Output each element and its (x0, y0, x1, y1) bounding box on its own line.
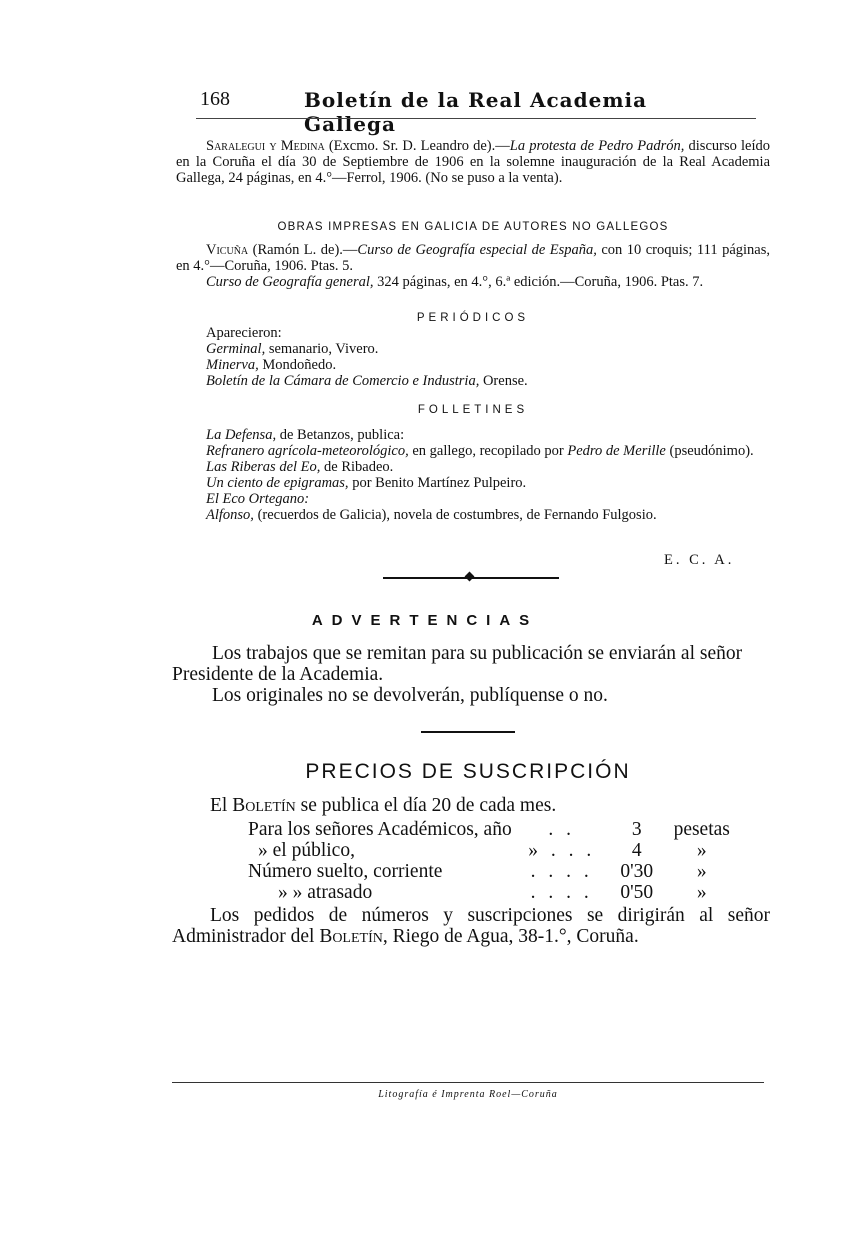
section-heading-folletines: FOLLETINES (417, 404, 529, 416)
bibliography-entry-vicuna (176, 242, 770, 290)
intro-text: se publica el día 20 de cada mes. (295, 795, 557, 816)
table-row (248, 840, 742, 861)
periodicos-list (206, 325, 776, 389)
section-heading-obras: OBRAS IMPRESAS EN GALICIA DE AUTORES NO GALLEGOS (277, 221, 669, 233)
price-label: Para los señores Académicos, año (248, 819, 512, 840)
advertencias-p2: Los originales no se devolverán, publíquense o no. (212, 685, 608, 706)
item-text: por Benito Martínez Pulpeiro. (348, 475, 527, 491)
price-value: 0'30 (620, 861, 654, 882)
list-item (206, 491, 776, 507)
header-rule (196, 118, 756, 119)
price-value: 4 (631, 840, 642, 861)
ornament-diamond (465, 572, 475, 582)
price-value: 3 (631, 819, 642, 840)
item-text: Mondoñedo. (258, 357, 337, 373)
precios-intro (210, 795, 556, 816)
signature: E. C. A. (664, 552, 735, 568)
table-row (248, 861, 742, 882)
orders-paragraph (172, 905, 770, 947)
item-text: en gallego, recopilado por (408, 443, 568, 459)
advertencias-p1: Los trabajos que se remitan para su publicación se enviarán al señor Presidente de la Academia. (172, 643, 743, 685)
list-item (206, 357, 776, 373)
item-text: semanario, Vivero. (265, 341, 379, 357)
bibliography-entry-saralegui (176, 138, 770, 186)
list-item (206, 427, 776, 443)
price-leader: » . . . (528, 840, 596, 861)
list-item (206, 373, 776, 389)
entry-text: con 10 croquis; 111 páginas, en 4.°—Coruña, 1906. Ptas. 5. (176, 242, 770, 274)
item-title: La Defensa, (206, 427, 277, 443)
list-item (206, 507, 776, 523)
item-title: Boletín de la Cámara de Comercio e Industria, (206, 373, 480, 389)
item-title: Minerva, (206, 357, 259, 373)
entry-title: Curso de Geografía especial de España, (357, 242, 597, 258)
price-label: » » atrasado (278, 882, 373, 903)
table-row (248, 819, 742, 840)
journal-title: Boletín de la Real Academia Gallega (304, 88, 648, 136)
orders-journal: Boletín (319, 926, 383, 947)
list-item (206, 475, 776, 491)
item-text: de Ribadeo. (320, 459, 394, 475)
list-item (206, 443, 768, 459)
entry-text: 324 páginas, en 4.°, 6.ª edición.—Coruña, 1906. Ptas. 7. (373, 274, 704, 290)
item-text: Orense. (479, 373, 528, 389)
item-title: El Eco Ortegano: (206, 491, 310, 507)
list-item (206, 459, 776, 475)
advertencias-body (172, 643, 770, 706)
price-value: 0'50 (620, 882, 654, 903)
entry-title: La protesta de Pedro Padrón, (509, 138, 685, 154)
section-heading-periodicos: PERIÓDICOS (416, 312, 530, 324)
entry-author: Vicuña (206, 242, 249, 258)
folletines-list (206, 427, 776, 523)
item-text: de Betanzos, publica: (276, 427, 405, 443)
price-leader: . . (548, 819, 576, 840)
footer-rule (172, 1082, 764, 1083)
list-item (206, 341, 776, 357)
intro-journal: Boletín (232, 795, 296, 816)
ornament-divider (383, 575, 559, 581)
section-rule (421, 731, 515, 733)
item-text: (pseudónimo). (665, 443, 754, 459)
intro-text: El (210, 795, 233, 816)
page-number: 168 (200, 88, 230, 110)
orders-text: , Riego de Agua, 38-1.°, Coruña. (382, 926, 639, 947)
price-unit: » (696, 882, 707, 903)
precios-heading: PRECIOS DE SUSCRIPCIÓN (305, 760, 631, 783)
item-title: Refranero agrícola-meteorológico, (206, 443, 409, 459)
item-author: Pedro de Merille (567, 443, 666, 459)
item-text: (recuerdos de Galicia), novela de costumbres, de Fernando Fulgosio. (253, 507, 657, 523)
entry-author: Saralegui y Medina (206, 138, 325, 154)
running-head (200, 88, 650, 136)
advertencias-heading: ADVERTENCIAS (311, 612, 539, 629)
entry-text: discurso leído en la Coruña el día 30 de Septiembre de 1906 en la solemne inauguración de la Real Academia Gallega, 24 páginas, en 4.°—Ferrol, 1906. (No se puso a la venta). (176, 138, 770, 186)
price-label: Número suelto, corriente (248, 861, 443, 882)
price-unit: pesetas (673, 819, 730, 840)
item-title: Germinal, (206, 341, 266, 357)
entry-author-rest: (Ramón L. de).— (248, 242, 358, 258)
entry-author-rest: (Excmo. Sr. D. Leandro de).— (324, 138, 510, 154)
item-title: Alfonso, (206, 507, 254, 523)
list-intro: Aparecieron: (206, 325, 282, 341)
price-leader: . . . . (530, 861, 593, 882)
item-title: Las Riberas del Eo, (206, 459, 321, 475)
price-table (248, 819, 742, 903)
entry-title: Curso de Geografía general, (206, 274, 374, 290)
price-label: » el público, (258, 840, 355, 861)
price-unit: » (696, 861, 707, 882)
price-leader: . . . . (530, 882, 593, 903)
item-title: Un ciento de epigramas, (206, 475, 349, 491)
table-row (248, 882, 742, 903)
price-unit: » (696, 840, 707, 861)
printer-imprint: Litografía é Imprenta Roel—Coruña (378, 1089, 558, 1100)
orders-text: Los pedidos de números y suscripciones se dirigirán al señor Administrador del (172, 905, 770, 947)
